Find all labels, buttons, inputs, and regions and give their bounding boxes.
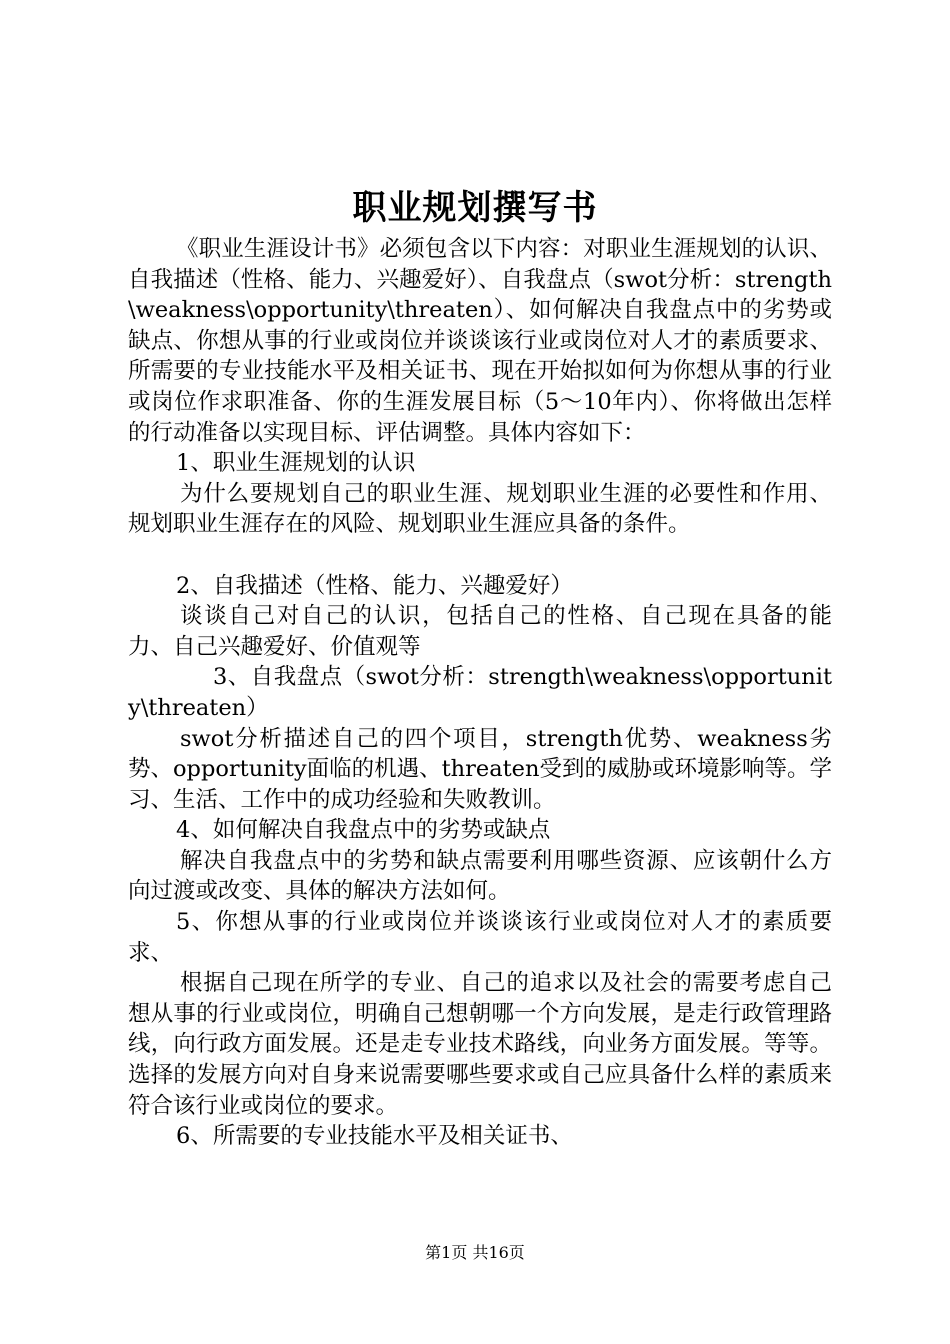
heading-section-2: 2、自我描述（性格、能力、兴趣爱好） [176, 572, 573, 599]
paragraph-section-5: 根据自己现在所学的专业、自己的追求以及社会的需要考虑自己想从事的行业或岗位，明确自己想朝哪一个方向发展，是走行政管理路线，向行政方面发展。还是走专业技术路线，向业务方面发展。等等。选择的发展方向对自身来说需要哪些要求或自己应具备什么样的素质来符合该行业或岗位的要求。 [128, 970, 832, 1119]
heading-section-3: 3、自我盘点（swot分析：strength\weakness\opportunity\threaten） [128, 664, 832, 721]
paragraph-section-1: 为什么要规划自己的职业生涯、规划职业生涯的必要性和作用、规划职业生涯存在的风险、规划职业生涯应具备的条件。 [128, 480, 832, 538]
paragraph-section-3: swot分析描述自己的四个项目，strength优势、weakness劣势、opportunity面临的机遇、threaten受到的威胁或环境影响等。学习、生活、工作中的成功经验和失败教训。 [128, 725, 832, 813]
paragraph-section-4: 解决自我盘点中的劣势和缺点需要利用哪些资源、应该朝什么方向过渡或改变、具体的解决方法如何。 [128, 847, 832, 905]
heading-section-6: 6、所需要的专业技能水平及相关证书、 [176, 1123, 573, 1150]
paragraph-section-2: 谈谈自己对自己的认识，包括自己的性格、自己现在具备的能力、自己兴趣爱好、价值观等 [128, 603, 832, 660]
page-number-footer: 第1页 共16页 [425, 1243, 525, 1262]
document-title: 职业规划撰写书 [352, 188, 598, 228]
document-body [128, 234, 832, 1152]
heading-section-4: 4、如何解决自我盘点中的劣势或缺点 [176, 817, 551, 844]
heading-section-5: 5、你想从事的行业或岗位并谈谈该行业或岗位对人才的素质要求、 [128, 909, 832, 966]
heading-section-1: 1、职业生涯规划的认识 [176, 450, 416, 477]
paragraph-intro: 《职业生涯设计书》必须包含以下内容：对职业生涯规划的认识、自我描述（性格、能力、兴趣爱好）、自我盘点（swot分析：strength\weakness\opportunity\threaten）、如何解决自我盘点中的劣势或缺点、你想从事的行业或岗位并谈谈该行业或岗位对人才的素质要求、所需要的专业技能水平及相关证书、现在开始拟如何为你想从事的行业或岗位作求职准备、你的生涯发展目标（5～10年内）、你将做出怎样的行动准备以实现目标、评估调整。具体内容如下： [128, 236, 832, 446]
blank-line [128, 540, 832, 571]
